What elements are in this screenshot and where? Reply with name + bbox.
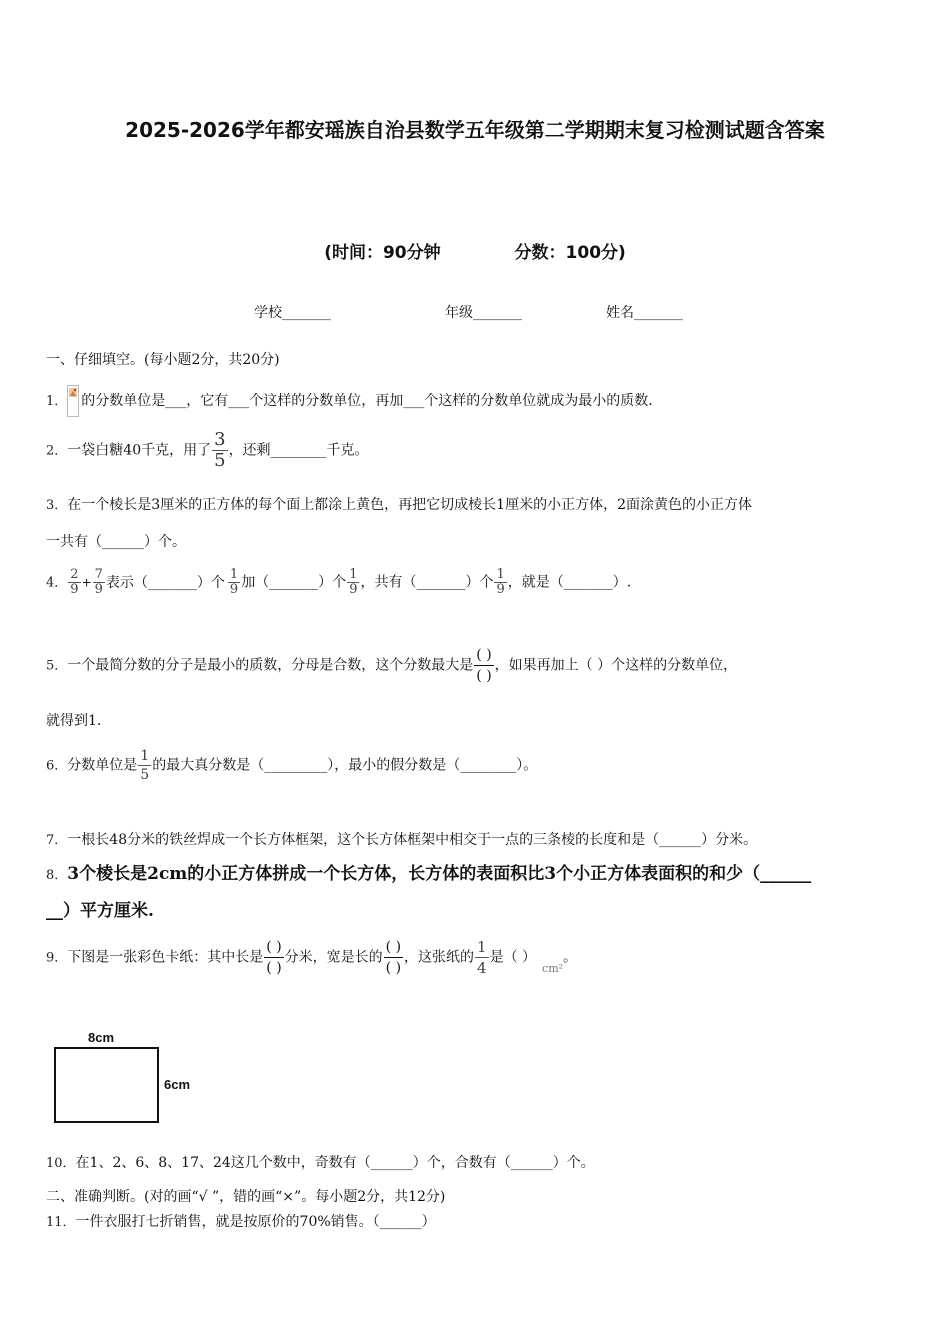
blank-fraction: $\frac{( )}{( )}$ xyxy=(476,647,492,684)
blank-fraction-width: $\frac{( )}{( )}$ xyxy=(385,939,402,976)
unit-cm2: cm² xyxy=(542,961,564,975)
question-2: 2．一袋白糖40千克，用了 $\frac{3}{5}$ ，还剩________千克。 xyxy=(46,429,369,471)
fraction-two-ninths: $\frac{2}{9}$ xyxy=(70,567,79,597)
card-rectangle-figure xyxy=(40,1022,220,1136)
question-11: 11．一件衣服打七折销售，就是按原价的70%销售。（______） xyxy=(46,1214,436,1230)
question-3: 3．在一个棱长是3厘米的正方体的每个面上都涂上黄色，再把它切成棱长1厘米的小正方体，2面涂黄色的小正方体 xyxy=(46,497,753,513)
name-field: 姓名_______ xyxy=(606,305,683,321)
question-9: 9．下图是一张彩色卡纸：其中长是 $\frac{( )}{( )}$ 分米，宽是长的 $\frac{( )}{( )}$ ，这张纸的 $\frac{1}{4}$ 是（ ）$_{cm^2}$。 xyxy=(46,938,578,977)
question-5-line-2: 就得到1. xyxy=(46,713,102,729)
length-label: 8cm xyxy=(88,1030,115,1045)
question-8-line-2: __）平方厘米. xyxy=(46,901,154,921)
exam-score: 分数：100分) xyxy=(514,243,626,263)
question-8: 8．3个棱长是2cm的小正方体拼成一个长方体，长方体的表面积比3个小正方体表面积的和少（______ xyxy=(46,864,812,884)
fraction-unit: $\frac{1}{9}$ xyxy=(496,567,505,597)
question-number: 1． xyxy=(46,394,68,409)
question-10: 10．在1、2、6、8、17、24这几个数中，奇数有（______）个，合数有（______）个。 xyxy=(46,1155,595,1171)
fraction-unit: $\frac{1}{9}$ xyxy=(229,567,239,597)
exam-time: (时间：90分钟 xyxy=(324,243,441,263)
question-4: 4． $\frac{2}{9}$ + $\frac{7}{9}$ 表示（_______）个 $\frac{1}{9}$ 加（_______）个 $\frac{1}{9}$ ，共有（_______）个 $\frac{1}{9}$ ，就是（_______）. xyxy=(46,567,632,597)
document-title: 2025-2026学年都安瑶族自治县数学五年级第二学期期末复习检测试题含答案 xyxy=(125,118,825,142)
question-5: 5．一个最简分数的分子是最小的质数，分母是合数，这个分数最大是 $\frac{( )}{( )}$ ，如果再加上（ ）个这样的分数单位， xyxy=(46,647,738,684)
fraction-one-fifth: $\frac{1}{5}$ xyxy=(140,748,150,783)
grade-field: 年级_______ xyxy=(445,305,522,321)
question-1: 1． 的分数单位是___，它有___个这样的分数单位，再加___个这样的分数单位就成为最小的质数. xyxy=(46,385,653,417)
question-3-line-2: 一共有（______）个。 xyxy=(46,534,186,550)
section-two-heading: 二、准确判断。(对的画“√ ”，错的画“×”。每小题2分，共12分) xyxy=(46,1189,446,1205)
question-6: 6．分数单位是 $\frac{1}{5}$ 的最大真分数是（_________），最小的假分数是（________）。 xyxy=(46,748,538,783)
fraction-three-fifths: $\frac{3}{5}$ xyxy=(214,429,226,471)
fraction-unit: $\frac{1}{9}$ xyxy=(349,567,358,597)
exam-meta xyxy=(0,238,950,263)
school-field: 学校_______ xyxy=(254,305,331,321)
question-7: 7．一根长48分米的铁丝焊成一个长方体框架，这个长方体框架中相交于一点的三条棱的长度和是（______）分米。 xyxy=(46,832,758,848)
plus-sign: + xyxy=(81,575,92,590)
width-label: 6cm xyxy=(164,1077,191,1092)
section-one-heading: 一、仔细填空。(每小题2分，共20分) xyxy=(46,352,280,368)
broken-image-icon xyxy=(67,385,79,417)
rectangle-shape xyxy=(55,1048,158,1122)
blank-fraction-length: $\frac{( )}{( )}$ xyxy=(266,939,282,976)
fraction-seven-ninths: $\frac{7}{9}$ xyxy=(94,567,103,597)
fraction-one-quarter: $\frac{1}{4}$ xyxy=(477,938,487,977)
